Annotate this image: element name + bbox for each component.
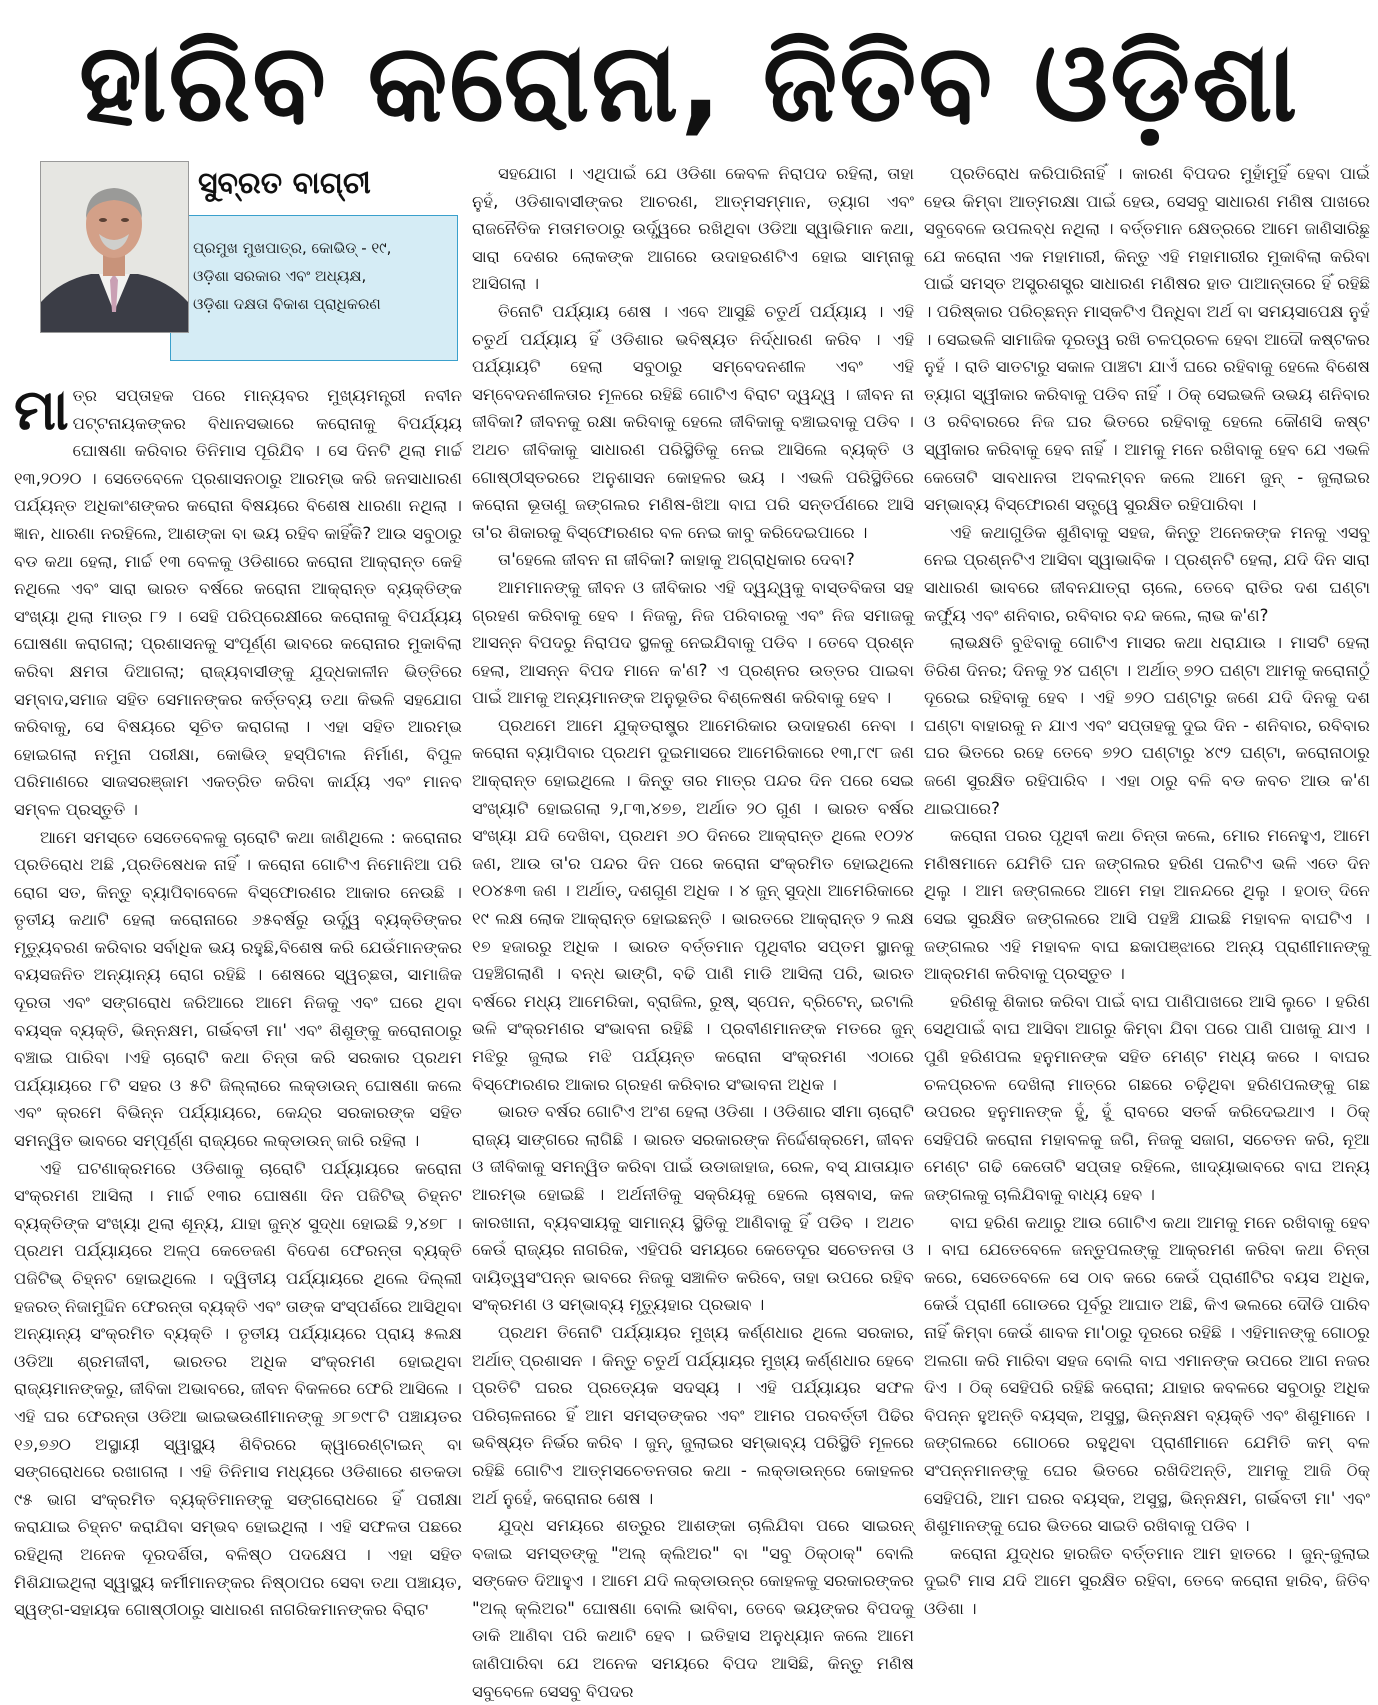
- article-paragraph: ଆମେ ସମସ୍ତେ ସେତେବେଳକୁ ଚାରୋଟି କଥା ଜାଣିଥିଲେ : କରୋନାର ପ୍ରତିରୋଧ ଅଛି ,ପ୍ରତିଷେଧକ ନାହିଁ । କରୋନା ଗୋଟିଏ ନିମୋନିଆ ପରି ରୋଗ ସତ, କିନ୍ତୁ ବ୍ୟାପିବାବେଳେ ବିସ୍ଫୋରଣର ଆକାର ନେଉଛି । ତୃତୀୟ କଥାଟି ହେଲା କରୋନାରେ ୬୫ବର୍ଷରୁ ଉର୍ଦ୍ଧ୍ୱ ବ୍ୟକ୍ତିଙ୍କର ମୃତ୍ୟୁବରଣ କରିବାର ସର୍ବାଧିକ ଭୟ ରହୁଛି,ବିଶେଷ କରି ଯେଉଁମାନଙ୍କର ବୟସଜନିତ ଅନ୍ୟାନ୍ୟ ରୋଗ ରହିଛି । ଶେଷରେ ସ୍ୱଚ୍ଛତା, ସାମାଜିକ ଦୂରତା ଏବଂ ସଙ୍ଗରୋଧ ଜରିଆରେ ଆମେ ନିଜକୁ ଏବଂ ଘରେ ଥିବା ବୟସ୍କ ବ୍ୟକ୍ତି, ଭିନ୍ନକ୍ଷମ, ଗର୍ଭବତୀ ମା' ଏବଂ ଶିଶୁଙ୍କୁ କରୋନାଠାରୁ ବଞ୍ଚାଇ ପାରିବା ।ଏହି ଚାରୋଟି କଥା ଚିନ୍ତା କରି ସରକାର ପ୍ରଥମ ପର୍ଯ୍ୟାୟରେ ୮ଟି ସହର ଓ ୫ଟି ଜିଲ୍ଲାରେ ଲକ୍‌ଡାଉନ୍ ଘୋଷଣା କଲେ ଏବଂ କ୍ରମେ ବିଭିନ୍ନ ପର୍ଯ୍ୟାୟରେ, କେନ୍ଦ୍ର ସରକାରଙ୍କ ସହିତ ସମନ୍ୱିତ ଭାବରେ ସମ୍ପୂର୍ଣ୍ଣ ରାଜ୍ୟରେ ଲକ୍‌ଡାଉନ୍ ଜାରି ରହିଲା ।: [14, 827, 462, 1151]
- author-info-panel: [170, 215, 458, 361]
- article-paragraph: ଏହି କଥାଗୁଡିକ ଶୁଣିବାକୁ ସହଜ, କିନ୍ତୁ ଅନେକଙ୍କ ମନକୁ ଏସବୁ ନେଇ ପ୍ରଶ୍ନଟିଏ ଆସିବା ସ୍ୱାଭାବିକ । ପ୍ରଶ୍ନଟି ହେଲା, ଯଦି ଦିନ ସାରା ସାଧାରଣ ଭାବରେ ଜୀବନଯାତ୍ରା ଚାଲେ, ତେବେ ରାତିର ଦଶ ଘଣ୍ଟା କର୍ଫ୍ୟୁ ଏବଂ ଶନିବାର, ରବିବାର ବନ୍ଦ କଲେ, ଲାଭ କ'ଣ?: [924, 522, 1370, 625]
- drop-cap: ମା: [14, 378, 69, 443]
- article-column-2: [472, 160, 914, 1701]
- article-paragraph: ଭାରତ ବର୍ଷର ଗୋଟିଏ ଅଂଶ ହେଲା ଓଡିଶା । ଓଡିଶାର ସୀମା ଚାରୋଟି ରାଜ୍ୟ ସାଙ୍ଗରେ ଲାଗିଛି । ଭାରତ ସରକାରଙ୍କ ନିର୍ଦ୍ଦେଶକ୍ରମେ, ଜୀବନ ଓ ଜୀବିକାକୁ ସମନ୍ୱିତ କରିବା ପାଇଁ ଉଡାଜାହାଜ, ରେଳ, ବସ୍ ଯାତାୟାତ ଆରମ୍ଭ ହୋଇଛି । ଅର୍ଥନୀତିକୁ ସକ୍ରିୟକୁ ହେଲେ ଚାଷବାସ, କଳ କାରଖାନା, ବ୍ୟବସାୟକୁ ସାମାନ୍ୟ ସ୍ଥିତିକୁ ଆଣିବାକୁ ହିଁ ପଡିବ । ଅଥଚ କେଉଁ ରାଜ୍ୟର ନାଗରିକ, ଏହିପରି ସମୟରେ କେତେଦୂର ସଚେତନତା ଓ ଦାୟିତ୍ୱସଂପନ୍ନ ଭାବରେ ନିଜକୁ ସଞ୍ଚାଳିତ କରିବେ, ତାହା ଉପରେ ରହିବ ସଂକ୍ରମଣ ଓ ସମ୍ଭାବ୍ୟ ମୃତ୍ୟୁହାର ପ୍ରଭାବ ।: [472, 1102, 914, 1315]
- article-paragraph: କରୋନା ପରର ପୃଥିବୀ କଥା ଚିନ୍ତା କଲେ, ମୋର ମନେହୁଏ, ଆମେ ମଣିଷମାନେ ଯେମିତି ଘନ ଜଙ୍ଗଲର ହରିଣ ପଲଟିଏ ଭଳି ଏତେ ଦିନ ଥିଲୁ । ଆମ ଜଙ୍ଗଲରେ ଆମେ ମହା ଆନନ୍ଦରେ ଥିଲୁ । ହଠାତ୍ ଦିନେ ସେଇ ସୁରକ୍ଷିତ ଜଙ୍ଗଲରେ ଆସି ପହଞ୍ଚି ଯାଇଛି ମହାବଳ ବାଘଟିଏ । ଜଙ୍ଗଲର ଏହି ମହାବଳ ବାଘ ଛକାପଞ୍ଝାରେ ଅନ୍ୟ ପ୍ରାଣୀମାନଙ୍କୁ ଆକ୍ରମଣ କରିବାକୁ ପ୍ରସ୍ତୁତ ।: [924, 826, 1370, 984]
- article-paragraph: ପ୍ରଥମେ ଆମେ ଯୁକ୍ତରାଷ୍ଟ୍ର ଆମେରିକାର ଉଦାହରଣ ନେବା । କରୋନା ବ୍ୟାପିବାର ପ୍ରଥମ ଦୁଇମାସରେ ଆମେରିକାରେ ୧୩,୮୯୮ ଜଣ ଆକ୍ରାନ୍ତ ହୋଇଥିଲେ । କିନ୍ତୁ ତାର ମାତ୍ର ପନ୍ଦର ଦିନ ପରେ ସେଇ ସଂଖ୍ୟାଟି ହୋଇଗଲା ୨,୮୩,୪୭୭, ଅର୍ଥାତ ୨୦ ଗୁଣ । ଭାରତ ବର୍ଷର ସଂଖ୍ୟା ଯଦି ଦେଖିବା, ପ୍ରଥମ ୬୦ ଦିନରେ ଆକ୍ରାନ୍ତ ଥିଲେ ୧୦୨୪ ଜଣ, ଆଉ ତା'ର ପନ୍ଦର ଦିନ ପରେ କରୋନା ସଂକ୍ରମିତ ହୋଇଥିଲେ ୧୦୪୫୩ ଜଣ । ଅର୍ଥାତ୍, ଦଶଗୁଣ ଅଧିକ । ୪ ଜୁନ୍ ସୁଦ୍ଧା ଆମେରିକାରେ ୧୯ ଲକ୍ଷ ଲୋକ ଆକ୍ରାନ୍ତ ହୋଇଛନ୍ତି । ଭାରତରେ ଆକ୍ରାନ୍ତ ୨ ଲକ୍ଷ ୧୭ ହଜାରରୁ ଅଧିକ । ଭାରତ ବର୍ତ୍ତମାନ ପୃଥିବୀର ସପ୍ତମ ସ୍ଥାନକୁ ପହଞ୍ଚିଗଲାଣି । ବନ୍ଧ ଭାଙ୍ଗି, ବଢି ପାଣି ମାଡି ଆସିଲା ପରି, ଭାରତ ବର୍ଷରେ ମଧ୍ୟ ଆମେରିକା, ବ୍ରାଜିଲ, ରୁଷ୍, ସ୍ପେନ, ବ୍ରିଟେନ୍, ଇଟାଲି ଭଳି ସଂକ୍ରମଣର ସଂଭାବନା ରହିଛି । ପ୍ରବୀଣମାନଙ୍କ ମତରେ ଜୁନ୍ ମଝିରୁ ଜୁଲାଇ ମଝି ପର୍ଯ୍ୟନ୍ତ କରୋନା ସଂକ୍ରମଣ ଏଠାରେ ବିସ୍ଫୋରଣର ଆକାର ଗ୍ରହଣ କରିବାର ସଂଭାବନା ଅଧିକ ।: [472, 715, 914, 1094]
- designation-line: ପ୍ରମୁଖ ମୁଖପାତ୍ର, କୋଭିଡ୍ - ୧୯,: [193, 239, 392, 257]
- article-paragraph: ତିନୋଟି ପର୍ଯ୍ୟାୟ ଶେଷ । ଏବେ ଆସୁଛି ଚତୁର୍ଥ ପର୍ଯ୍ୟାୟ । ଏହି ଚତୁର୍ଥ ପର୍ଯ୍ୟାୟ ହିଁ ଓଡିଶାର ଭବିଷ୍ୟତ ନିର୍ଦ୍ଧାରଣ କରିବ । ଏହି ପର୍ଯ୍ୟାୟଟି ହେଲା ସବୁଠାରୁ ସମ୍ବେଦନଶୀଳ ଏବଂ ଏହି ସମ୍ବେଦନଶୀଳତାର ମୂଳରେ ରହିଛି ଗୋଟିଏ ବିରାଟ ଦ୍ୱନ୍ଦ୍ୱ । ଜୀବନ ନା ଜୀବିକା? ଜୀବନକୁ ରକ୍ଷା କରିବାକୁ ହେଲେ ଜୀବିକାକୁ ବଞ୍ଚାଇବାକୁ ପଡିବ । ଅଥଚ ଜୀବିକାକୁ ସାଧାରଣ ପରିସ୍ଥିତିକୁ ନେଇ ଆସିଲେ ବ୍ୟକ୍ତି ଓ ଗୋଷ୍ଠୀସ୍ତରରେ ଅନୁଶାସନ କୋହଳର ଭୟ । ଏଭଳି ପରିସ୍ଥିତିରେ କରୋନା ଭୂତାଣୁ ଜଙ୍ଗଲର ମଣିଷ-ଖିଆ ବାଘ ପରି ସନ୍ତର୍ପଣରେ ଆସି ତା'ର ଶିକାରକୁ ବିସ୍ଫୋରଣର ବଳ ନେଇ କାବୁ କରିଦେଇପାରେ ।: [472, 301, 914, 542]
- designation-line: ଓଡ଼ିଶା ଦକ୍ଷତା ବିକାଶ ପ୍ରାଧିକରଣ: [193, 295, 381, 313]
- article-paragraph: ଆମମାନଙ୍କୁ ଜୀବନ ଓ ଜୀବିକାର ଏହି ଦ୍ୱନ୍ଦ୍ୱକୁ ବାସ୍ତବିକତା ସହ ଗ୍ରହଣ କରିବାକୁ ହେବ । ନିଜକୁ, ନିଜ ପରିବାରକୁ ଏବଂ ନିଜ ସମାଜକୁ ଆସନ୍ନ ବିପଦରୁ ନିରାପଦ ସ୍ଥଳକୁ ନେଇଯିବାକୁ ପଡିବ । ତେବେ ପ୍ରଶ୍ନ ହେଲା, ଆସନ୍ନ ବିପଦ ମାନେ କ'ଣ? ଏ ପ୍ରଶ୍ନର ଉତ୍ତର ପାଇବା ପାଇଁ ଆମକୁ ଅନ୍ୟମାନଙ୍କ ଅନୁଭୂତିର ବିଶ୍ଳେଷଣ କରିବାକୁ ହେବ ।: [472, 577, 914, 708]
- author-portrait-image: [41, 162, 188, 332]
- paragraph-text: ତ୍ର ସପ୍ତାହକ ପରେ ମାନ୍ୟବର ମୁଖ୍ୟମନ୍ତ୍ରୀ ନବୀନ ପଟ୍ଟନାୟକଙ୍କର ବିଧାନସଭାରେ କରୋନାକୁ ବିପର୍ଯ୍ୟୟ ଘୋଷଣା କରିବାର ତିନିମାସ ପୂରିଯିବ । ସେ ଦିନଟି ଥିଲା ମାର୍ଚ୍ଚ ୧୩,୨୦୨୦ । ସେତେବେଳେ ପ୍ରଶାସନଠାରୁ ଆରମ୍ଭ କରି ଜନସାଧାରଣ ପର୍ଯ୍ୟନ୍ତ ଅଧିକାଂଶଙ୍କର କରୋନା ବିଷୟରେ ବିଶେଷ ଧାରଣା ନଥିଲା । ଜ୍ଞାନ, ଧାରଣା ନରହିଲେ, ଆଶଙ୍କା ବା ଭୟ ରହିବ କାହିଁକି? ଆଉ ସବୁଠାରୁ ବଡ କଥା ହେଲା, ମାର୍ଚ୍ଚ ୧୩ ବେଳକୁ ଓଡିଶାରେ କରୋନା ଆକ୍ରାନ୍ତ କେହି ନଥିଲେ ଏବଂ ସାରା ଭାରତ ବର୍ଷରେ କରୋନା ଆକ୍ରାନ୍ତ ବ୍ୟକ୍ତିଙ୍କ ସଂଖ୍ୟା ଥିଲା ମାତ୍ର ୮୨ । ସେହି ପରିପ୍ରେକ୍ଷୀରେ କରୋନାକୁ ବିପର୍ଯ୍ୟୟ ଘୋଷଣା କରାଗଲା; ପ୍ରଶାସନକୁ ସଂପୂର୍ଣ୍ଣ ଭାବରେ କରୋନାର ମୁକାବିଲା କରିବା କ୍ଷମତା ଦିଆଗଲା; ରାଜ୍ୟବାସୀଙ୍କୁ ଯୁଦ୍ଧକାଳୀନ ଭିତ୍ତିରେ ସମ୍ବାଦ,ସମାଜ ସହିତ ସେମାନଙ୍କର କର୍ତ୍ତବ୍ୟ ତଥା କିଭଳି ସହଯୋଗ କରିବାକୁ, ସେ ବିଷୟରେ ସୂଚିତ କରାଗଲା । ଏହା ସହିତ ଆରମ୍ଭ ହୋଇଗଲା ନମୁନା ପରୀକ୍ଷା, କୋଭିଡ୍ ହସ୍ପିଟାଲ ନିର୍ମାଣ, ବିପୁଳ ପରିମାଣରେ ସାଜସରଞ୍ଜାମ ଏକତ୍ରିତ କରିବା କାର୍ଯ୍ୟ ଏବଂ ମାନବ ସମ୍ବଳ ପ୍ରସ୍ତୁତି ।: [14, 386, 462, 819]
- author-designation: [193, 234, 453, 318]
- article-paragraph: ପ୍ରଥମ ତିନୋଟି ପର୍ଯ୍ୟାୟର ମୁଖ୍ୟ କର୍ଣ୍ଣଧାର ଥିଲେ ସରକାର, ଅର୍ଥାତ୍ ପ୍ରଶାସନ । କିନ୍ତୁ ଚତୁର୍ଥ ପର୍ଯ୍ୟାୟର ମୁଖ୍ୟ କର୍ଣ୍ଣଧାର ହେବେ ପ୍ରତିଟି ଘରର ପ୍ରତ୍ୟେକ ସଦସ୍ୟ । ଏହି ପର୍ଯ୍ୟାୟର ସଫଳ ପରିଚାଳନାରେ ହିଁ ଆମ ସମସ୍ତଙ୍କର ଏବଂ ଆମର ପରବର୍ତ୍ତୀ ପିଢିର ଭବିଷ୍ୟତ ନିର୍ଭର କରିବ । ଜୁନ୍, ଜୁଲାଇର ସମ୍ଭାବ୍ୟ ପରିସ୍ଥିତି ମୂଳରେ ରହିଛି ଗୋଟିଏ ଆତ୍ମସଚେତନତାର କଥା - ଲକ୍‌ଡାଉନ୍‌ରେ କୋହଳର ଅର୍ଥ ନୁହେଁ, କରୋନାର ଶେଷ ।: [472, 1322, 914, 1508]
- author-box: [20, 160, 458, 358]
- author-photo: [40, 161, 189, 333]
- article-paragraph: ଯୁଦ୍ଧ ସମୟରେ ଶତ୍ରୁର ଆଶଙ୍କା ଚାଲିଯିବା ପରେ ସାଇରନ୍ ବଜାଇ ସମସ୍ତଙ୍କୁ "ଅଲ୍ କ୍ଲିଅର" ବା "ସବୁ ଠିକ୍‌ଠାକ୍" ବୋଲି ସଙ୍କେତ ଦିଆହୁଏ । ଆମେ ଯଦି ଲକ୍‌ଡାଉନ୍‌ର କୋହଳକୁ ସରକାରଙ୍କର "ଅଲ୍ କ୍ଲିଅର" ଘୋଷଣା ବୋଲି ଭାବିବା, ତେବେ ଭୟଙ୍କର ବିପଦକୁ ଡାକି ଆଣିବା ପରି କଥାଟି ହେବ । ଇତିହାସ ଅନୁଧ୍ୟାନ କଲେ ଆମେ ଜାଣିପାରିବା ଯେ ଅନେକ ସମୟରେ ବିପଦ ଆସିଛି, କିନ୍ତୁ ମଣିଷ ସବୁବେଳେ ସେସବୁ ବିପଦର: [472, 1516, 914, 1701]
- designation-line: ଓଡ଼ିଶା ସରକାର ଏବଂ ଅଧ୍ୟକ୍ଷ,: [193, 267, 367, 285]
- article-paragraph: ତା'ହେଲେ ଜୀବନ ନା ଜୀବିକା? କାହାକୁ ଅଗ୍ରାଧିକାର ଦେବା?: [498, 550, 855, 570]
- article-column-1: [14, 378, 462, 1620]
- article-paragraph: ସହଯୋଗ । ଏଥିପାଇଁ ଯେ ଓଡିଶା କେବଳ ନିରାପଦ ରହିଲା, ତାହା ନୁହଁ, ଓଡିଶାବାସୀଙ୍କର ଆଚରଣ, ଆତ୍ମସମ୍ମାନ, ତ୍ୟାଗ ଏବଂ ରାଜନୈତିକ ମତାମତଠାରୁ ଉର୍ଦ୍ଧ୍ୱରେ ରଖିଥିବା ଓଡିଆ ସ୍ୱାଭିମାନ କଥା, ସାରା ଦେଶର ଲୋକଙ୍କ ଆଗରେ ଉଦାହରଣଟିଏ ହୋଇ ସାମ୍ନାକୁ ଆସିଗଲା ।: [472, 164, 914, 294]
- article-column-3: [924, 160, 1370, 1618]
- author-name: ସୁବ୍ରତ ବାଗ୍‌ଚୀ: [198, 166, 371, 201]
- article-paragraph: ପ୍ରତିରୋଧ କରିପାରିନାହିଁ । କାରଣ ବିପଦର ମୁହାଁମୁହିଁ ହେବା ପାଇଁ ହେଉ କିମ୍ବା ଆତ୍ମରକ୍ଷା ପାଇଁ ହେଉ, ସେସବୁ ସାଧାରଣ ମଣିଷ ପାଖରେ ସବୁବେଳେ ଉପଲବ୍ଧ ନଥିଲା । ବର୍ତ୍ତମାନ କ୍ଷେତ୍ରରେ ଆମେ ଜାଣିସାରିଛୁ ଯେ କରୋନା ଏକ ମହାମାରୀ, କିନ୍ତୁ ଏହି ମହାମାରୀର ମୁକାବିଲା କରିବା ପାଇଁ ସମସ୍ତ ଅସ୍ତ୍ରଶସ୍ତ୍ର ସାଧାରଣ ମଣିଷର ହାତ ପାଆନ୍ତାରେ ହିଁ ରହିଛି । ପରିଷ୍କାର ପରିଚ୍ଛନ୍ନ ମାସ୍କଟିଏ ପିନ୍ଧିବା ଅର୍ଥ ବା ସମୟସାପେକ୍ଷ ନୁହଁ । ସେଇଭଳି ସାମାଜିକ ଦୂରତ୍ୱ ରଖି ଚଳପ୍ରଚଳ ହେବା ଆଦୌ କଷ୍ଟକର ନୁହଁ । ରାତି ସାତଟାରୁ ସକାଳ ପାଞ୍ଚଟା ଯାଏଁ ଘରେ ରହିବାକୁ ହେଲେ ବିଶେଷ ତ୍ୟାଗ ସ୍ୱୀକାର କରିବାକୁ ପଡିବ ନାହିଁ । ଠିକ୍ ସେଇଭଳି ଉଭୟ ଶନିବାର ଓ ରବିବାରରେ ନିଜ ଘର ଭିତରେ ରହିବାକୁ ହେଲେ କୌଣସି କଷ୍ଟ ସ୍ୱୀକାର କରିବାକୁ ହେବ ନାହିଁ । ଆମକୁ ମନେ ରଖିବାକୁ ହେବ ଯେ ଏଭଳି କେତୋଟି ସାବଧାନତା ଅବଲମ୍ବନ କଲେ ଆମେ ଜୁନ୍ - ଜୁଲାଇର ସମ୍ଭାବ୍ୟ ବିସ୍ଫୋରଣ ସତ୍ତ୍ୱେ ସୁରକ୍ଷିତ ରହିପାରିବା ।: [924, 164, 1370, 515]
- article-paragraph: ହରିଣକୁ ଶିକାର କରିବା ପାଇଁ ବାଘ ପାଣିପାଖରେ ଆସି ଲୁଚେ । ହରିଣ ସେଥିପାଇଁ ବାଘ ଆସିବା ଆଗରୁ କିମ୍ବା ଯିବା ପରେ ପାଣି ପାଖକୁ ଯାଏ । ପୁଣି ହରିଣପଲ ହନୁମାନଙ୍କ ସହିତ ମେଣ୍ଟ ମଧ୍ୟ କରେ । ବାଘର ଚଳପ୍ରଚଳ ଦେଖିଲା ମାତ୍ରେ ଗଛରେ ଚଢ଼ିଥିବା ହରିଣପଲଙ୍କୁ ଗଛ ଉପରର ହନୁମାନଙ୍କ ହୁଁ, ହୁଁ ରାବରେ ସତର୍କ କରିଦେଇଥାଏ । ଠିକ୍ ସେହିପରି କରୋନା ମହାବଳକୁ ଜଗି, ନିଜକୁ ସଜାଗ, ସଚେତନ କରି, ନୂଆ ମେଣ୍ଟ ଗଢି କେତୋଟି ସପ୍ତାହ ରହିଲେ, ଖାଦ୍ୟାଭାବରେ ବାଘ ଅନ୍ୟ ଜଙ୍ଗଲକୁ ଚାଲିଯିବାକୁ ବାଧ୍ୟ ହେବ ।: [924, 991, 1370, 1204]
- article-paragraph: [14, 378, 462, 824]
- article-paragraph: ଏହି ଘଟଣାକ୍ରମରେ ଓଡିଶାକୁ ଚାରୋଟି ପର୍ଯ୍ୟାୟରେ କରୋନା ସଂକ୍ରମଣ ଆସିଲା । ମାର୍ଚ୍ଚ ୧୩ର ଘୋଷଣା ଦିନ ପଜିଟିଭ୍ ଚିହ୍ନଟ ବ୍ୟକ୍ତିଙ୍କ ସଂଖ୍ୟା ଥିଲା ଶୂନ୍ୟ, ଯାହା ଜୁନ୍୪ ସୁଦ୍ଧା ହୋଇଛି ୨,୪୭୮ । ପ୍ରଥମ ପର୍ଯ୍ୟାୟରେ ଅଳ୍ପ କେତେଜଣ ବିଦେଶ ଫେରନ୍ତା ବ୍ୟକ୍ତି ପଜିଟିଭ୍ ଚିହ୍ନଟ ହୋଇଥିଲେ । ଦ୍ୱିତୀୟ ପର୍ଯ୍ୟାୟରେ ଥିଲେ ଦିଲ୍ଲୀ ହଜରତ୍ ନିଜାମୁଦ୍ଦିନ ଫେରନ୍ତା ବ୍ୟକ୍ତି ଏବଂ ତାଙ୍କ ସଂସ୍ପର୍ଶରେ ଆସିଥିବା ଅନ୍ୟାନ୍ୟ ସଂକ୍ରମିତ ବ୍ୟକ୍ତି । ତୃତୀୟ ପର୍ଯ୍ୟାୟରେ ପ୍ରାୟ ୫ଲକ୍ଷ ଓଡିଆ ଶ୍ରମଜୀବୀ, ଭାରତର ଅଧିକ ସଂକ୍ରମଣ ହୋଇଥିବା ରାଜ୍ୟମାନଙ୍କରୁ, ଜୀବିକା ଅଭାବରେ, ଜୀବନ ବିକଳରେ ଫେରି ଆସିଲେ । ଏହି ଘର ଫେରନ୍ତା ଓଡିଆ ଭାଇଭଉଣୀମାନଙ୍କୁ ୬୮୭୯୮ଟି ପଞ୍ଚାୟତର ୧୬,୭୬୦ ଅସ୍ଥାୟୀ ସ୍ୱାସ୍ଥ୍ୟ ଶିବିରରେ କ୍ୱାରେଣ୍ଟାଇନ୍ ବା ସଙ୍ଗରୋଧରେ ରଖାଗଲା । ଏହି ତିନିମାସ ମଧ୍ୟରେ ଓଡିଶାରେ ଶତକଡା ୯୫ ଭାଗ ସଂକ୍ରମିତ ବ୍ୟକ୍ତିମାନଙ୍କୁ ସଙ୍ଗରୋଧରେ ହିଁ ପରୀକ୍ଷା କରାଯାଇ ଚିହ୍ନଟ କରାଯିବା ସମ୍ଭବ ହୋଇଥିଲା । ଏହି ସଫଳତା ପଛରେ ରହିଥିଲା ଅନେକ ଦୂରଦର୍ଶିତା, ବଳିଷ୍ଠ ପଦକ୍ଷେପ । ଏହା ସହିତ ମିଶିଯାଇଥିଲା ସ୍ୱାସ୍ଥ୍ୟ କର୍ମୀମାନଙ୍କର ନିଷ୍ଠାପର ସେବା ତଥା ପଞ୍ଚାୟତ, ସ୍ୱଙ୍ଗ-ସହାୟକ ଗୋଷ୍ଠୀଠାରୁ ସାଧାରଣ ନାଗରିକମାନଙ୍କର ବିରାଟ: [14, 1158, 462, 1620]
- article-paragraph: ଲାଭକ୍ଷତି ବୁଝିବାକୁ ଗୋଟିଏ ମାସର କଥା ଧରାଯାଉ । ମାସଟି ହେଲା ତିରିଶ ଦିନର; ଦିନକୁ ୨୪ ଘଣ୍ଟା । ଅର୍ଥାତ୍ ୭୨୦ ଘଣ୍ଟା ଆମକୁ କରୋନାଠୁଁ ଦୂରେଇ ରହିବାକୁ ହେବ । ଏହି ୭୨୦ ଘଣ୍ଟାରୁ ଜଣେ ଯଦି ଦିନକୁ ଦଶ ଘଣ୍ଟା ବାହାରକୁ ନ ଯାଏ ଏବଂ ସପ୍ତାହକୁ ଦୁଇ ଦିନ - ଶନିବାର, ରବିବାର ଘର ଭିତରେ ରହେ ତେବେ ୭୨୦ ଘଣ୍ଟାରୁ ୪୯୨ ଘଣ୍ଟା, କରୋନାଠାରୁ ଜଣେ ସୁରକ୍ଷିତ ରହିପାରିବ । ଏହା ଠାରୁ ବଳି ବଡ କବଚ ଆଉ କ'ଣ ଥାଇପାରେ?: [924, 633, 1370, 818]
- article-paragraph: ବାଘ ହରିଣ କଥାରୁ ଆଉ ଗୋଟିଏ କଥା ଆମକୁ ମନେ ରଖିବାକୁ ହେବ । ବାଘ ଯେତେବେଳେ ଜନ୍ତୁପଲଙ୍କୁ ଆକ୍ରମଣ କରିବା କଥା ଚିନ୍ତା କରେ, ସେତେବେଳେ ସେ ଠାବ କରେ କେଉଁ ପ୍ରାଣୀଟିର ବୟସ ଅଧିକ, କେଉଁ ପ୍ରାଣୀ ଗୋଡରେ ପୂର୍ବରୁ ଆଘାତ ଅଛି, କିଏ ଭଲରେ ଦୌଡି ପାରିବ ନାହିଁ କିମ୍ବା କେଉଁ ଶାବକ ମା'ଠାରୁ ଦୂରରେ ରହିଛି । ଏହିମାନଙ୍କୁ ଗୋଠରୁ ଅଲଗା କରି ମାରିବା ସହଜ ବୋଲି ବାଘ ଏମାନଙ୍କ ଉପରେ ଆଗ ନଜର ଦିଏ । ଠିକ୍ ସେହିପରି ରହିଛି କରୋନା; ଯାହାର କବଳରେ ସବୁଠାରୁ ଅଧିକ ବିପନ୍ନ ହୁଅନ୍ତି ବୟସ୍କ, ଅସୁସ୍ଥ, ଭିନ୍ନକ୍ଷମ ବ୍ୟକ୍ତି ଏବଂ ଶିଶୁମାନେ । ଜଙ୍ଗଲରେ ଗୋଠରେ ରହୁଥିବା ପ୍ରାଣୀମାନେ ଯେମିତି କମ୍ ବଳ ସଂପନ୍ନମାନଙ୍କୁ ଘେର ଭିତରେ ରଖିଦିଅନ୍ତି, ଆମକୁ ଆଜି ଠିକ୍ ସେହିପରି, ଆମ ଘରର ବୟସ୍କ, ଅସୁସ୍ଥ, ଭିନ୍ନକ୍ଷମ, ଗର୍ଭବତୀ ମା' ଏବଂ ଶିଶୁମାନଙ୍କୁ ଘେର ଭିତରେ ସାଇତି ରଖିବାକୁ ପଡିବ ।: [924, 1212, 1370, 1536]
- article-paragraph: କରୋନା ଯୁଦ୍ଧର ହାରଜିତ ବର୍ତ୍ତମାନ ଆମ ହାତରେ । ଜୁନ୍-ଜୁଲାଇ ଦୁଇଟି ମାସ ଯଦି ଆମେ ସୁରକ୍ଷିତ ରହିବା, ତେବେ କରୋନା ହାରିବ, ଜିତିବ ଓଡିଶା ।: [924, 1543, 1370, 1618]
- headline: ହାରିବ କରୋନା, ଜିତିବ ଓଡ଼ିଶା: [78, 21, 1300, 146]
